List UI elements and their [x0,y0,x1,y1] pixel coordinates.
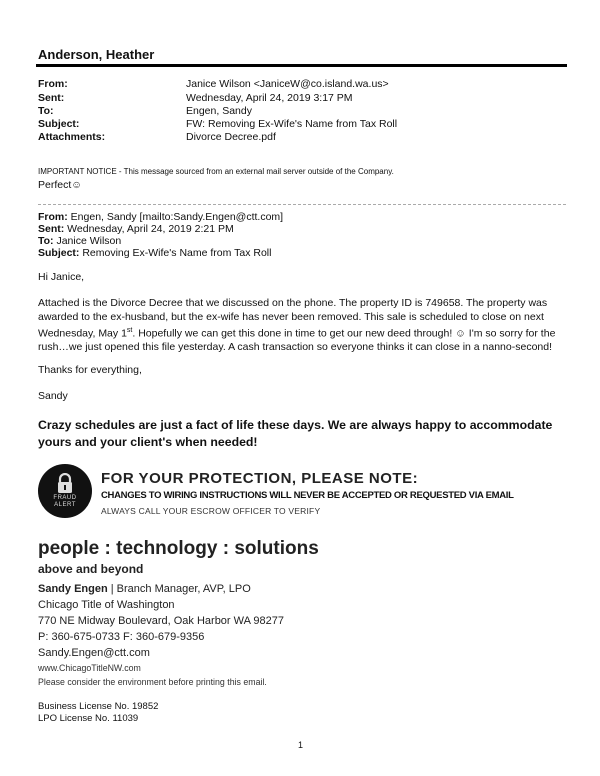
body-text-a: Attached is the Divorce Decree that we discussed on the phone. The property ID is 749658. The property was awarded to the ex-husband, but the ex-wife has never been removed. This sale is scheduled to close on next Wednesday, May 1 [38,297,548,340]
forwarded-subject-value: Removing Ex-Wife's Name from Tax Roll [79,247,272,259]
fraud-badge-text-1: FRAUD [53,495,77,501]
fraud-badge-text-2: ALERT [54,502,76,508]
separator-line [38,204,566,205]
tagline-subtitle: above and beyond [38,562,144,576]
page-number: 1 [298,740,304,750]
signature-title: | Branch Manager, AVP, LPO [107,583,251,595]
forwarded-from [38,211,283,223]
to-label: To: [38,105,54,117]
forwarded-from-label: From: [38,211,68,223]
forwarded-to-label: To: [38,235,54,247]
verify-warning: ALWAYS CALL YOUR ESCROW OFFICER TO VERIFY [101,506,321,516]
forwarded-sent-value: Wednesday, April 24, 2019 2:21 PM [64,223,234,235]
lpo-license: LPO License No. 11039 [38,713,139,724]
thanks-line: Thanks for everything, [38,364,142,376]
header-rule [36,64,567,67]
closing-name: Sandy [38,390,68,402]
from-label: From: [38,78,68,90]
company-tagline: people : technology : solutions [38,538,319,559]
from-value: Janice Wilson <JaniceW@co.island.wa.us> [186,78,389,90]
sent-label: Sent: [38,92,65,104]
environment-note: Please consider the environment before printing this email. [38,677,267,687]
signature-address: 770 NE Midway Boulevard, Oak Harbor WA 98277 [38,615,284,627]
signature-email[interactable]: Sandy.Engen@ctt.com [38,647,150,659]
signature-name: Sandy Engen [38,583,108,595]
attachment-link[interactable]: Divorce Decree.pdf [186,131,276,143]
external-notice: IMPORTANT NOTICE - This message sourced from an external mail server outside of the Company. [38,167,394,176]
fraud-alert-badge [38,464,92,518]
forwarded-sent-label: Sent: [38,223,65,235]
signature-company: Chicago Title of Washington [38,599,175,611]
subject-label: Subject: [38,118,80,130]
signature-phones: P: 360-675-0733 F: 360-679-9356 [38,631,205,643]
attachments-label: Attachments: [38,131,106,143]
reply-text: Perfect☺ [38,179,82,191]
business-license: Business License No. 19852 [38,701,159,712]
signature-website[interactable]: www.ChicagoTitleNW.com [38,663,141,673]
forwarded-to [38,235,121,247]
forwarded-to-value: Janice Wilson [53,235,122,247]
subject-value: FW: Removing Ex-Wife's Name from Tax Roll [186,118,398,130]
schedule-note: Crazy schedules are just a fact of life these days. We are always happy to accommodate yours and your client's when needed! [38,418,553,449]
signature-name-line [38,583,251,595]
forwarded-subject-label: Subject: [38,247,80,259]
body-paragraph [38,297,566,355]
document-owner-name: Anderson, Heather [38,47,155,62]
protection-title: FOR YOUR PROTECTION, PLEASE NOTE: [101,470,419,487]
wiring-warning: CHANGES TO WIRING INSTRUCTIONS WILL NEVER BE ACCEPTED OR REQUESTED VIA EMAIL [101,490,514,501]
forwarded-subject [38,247,271,259]
forwarded-sent [38,223,234,235]
to-value: Engen, Sandy [186,105,252,117]
body-text-b: . Hopefully we can get this done in time to get our new deed through! ☺ I'm so sorry for the rush…we just opened this file yesterday. A cash transaction so everyone thinks it can close in a nanno-second! [38,327,556,353]
ordinal-superscript: st [126,327,133,334]
forwarded-from-value: Engen, Sandy [mailto:Sandy.Engen@ctt.com] [67,211,284,223]
sent-value: Wednesday, April 24, 2019 3:17 PM [186,92,353,104]
lock-icon [55,473,75,495]
greeting: Hi Janice, [38,271,85,283]
